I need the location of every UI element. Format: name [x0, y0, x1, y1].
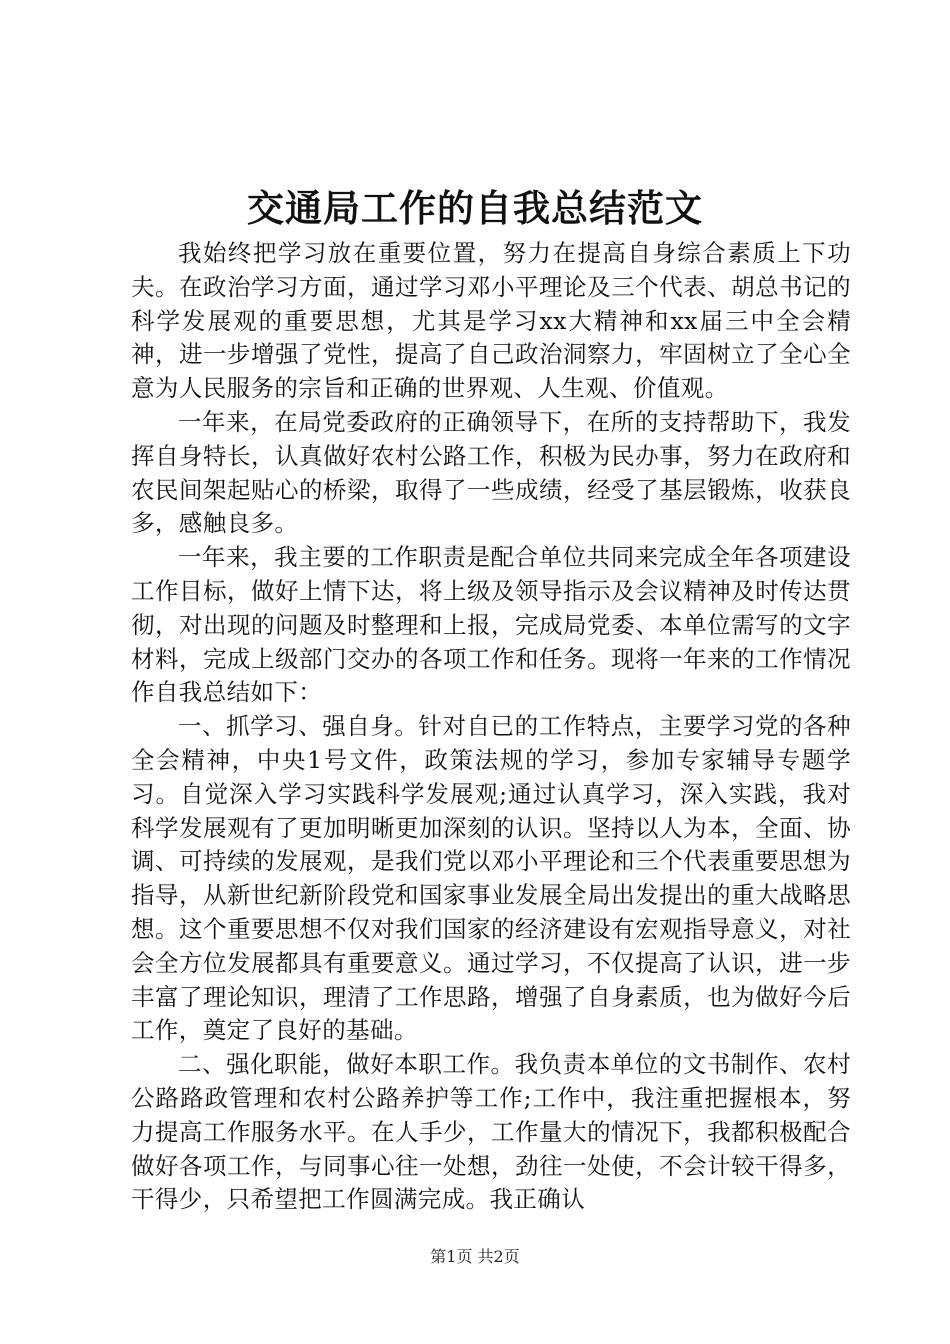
paragraph-3: 一年来，我主要的工作职责是配合单位共同来完成全年各项建设工作目标，做好上情下达，将上级及领导指示及会议精神及时传达贯彻，对出现的问题及时整理和上报，完成局党委、本单位需写的文字材料，完成上级部门交办的各项工作和任务。现将一年来的工作情况作自我总结如下：	[131, 543, 851, 707]
paragraph-5: 二、强化职能，做好本职工作。我负责本单位的文书制作、农村公路路政管理和农村公路养护等工作;工作中，我注重把握根本，努力提高工作服务水平。在人手少，工作量大的情况下，我都积极配合做好各项工作，与同事心往一处想，劲往一处使，不会计较干得多，干得少，只希望把工作圆满完成。我正确认	[131, 1050, 851, 1214]
paragraph-4: 一、抓学习、强自身。针对自已的工作特点，主要学习党的各种全会精神，中央1号文件，政策法规的学习，参加专家辅导专题学习。自觉深入学习实践科学发展观;通过认真学习，深入实践，我对科学发展观有了更加明晰更加深刻的认识。坚持以人为本，全面、协调、可持续的发展观，是我们党以邓小平理论和三个代表重要思想为指导，从新世纪新阶段党和国家事业发展全局出发提出的重大战略思想。这个重要思想不仅对我们国家的经济建设有宏观指导意义，对社会全方位发展都具有重要意义。通过学习，不仅提高了认识，进一步丰富了理论知识，理清了工作思路，增强了自身素质，也为做好今后工作，奠定了良好的基础。	[131, 712, 851, 1045]
document-title: 交通局工作的自我总结范文	[247, 186, 703, 230]
document-body	[131, 237, 851, 1217]
page-number-footer: 第1页 共2页	[430, 1247, 520, 1266]
paragraph-2: 一年来，在局党委政府的正确领导下，在所的支持帮助下，我发挥自身特长，认真做好农村公路工作，积极为民办事，努力在政府和农民间架起贴心的桥梁，取得了一些成绩，经受了基层锻炼，收获良多，感触良多。	[131, 407, 851, 538]
paragraph-1: 我始终把学习放在重要位置，努力在提高自身综合素质上下功夫。在政治学习方面，通过学习邓小平理论及三个代表、胡总书记的科学发展观的重要思想，尤其是学习xx大精神和xx届三中全会精神，进一步增强了党性，提高了自己政治洞察力，牢固树立了全心全意为人民服务的宗旨和正确的世界观、人生观、价值观。	[131, 239, 851, 403]
